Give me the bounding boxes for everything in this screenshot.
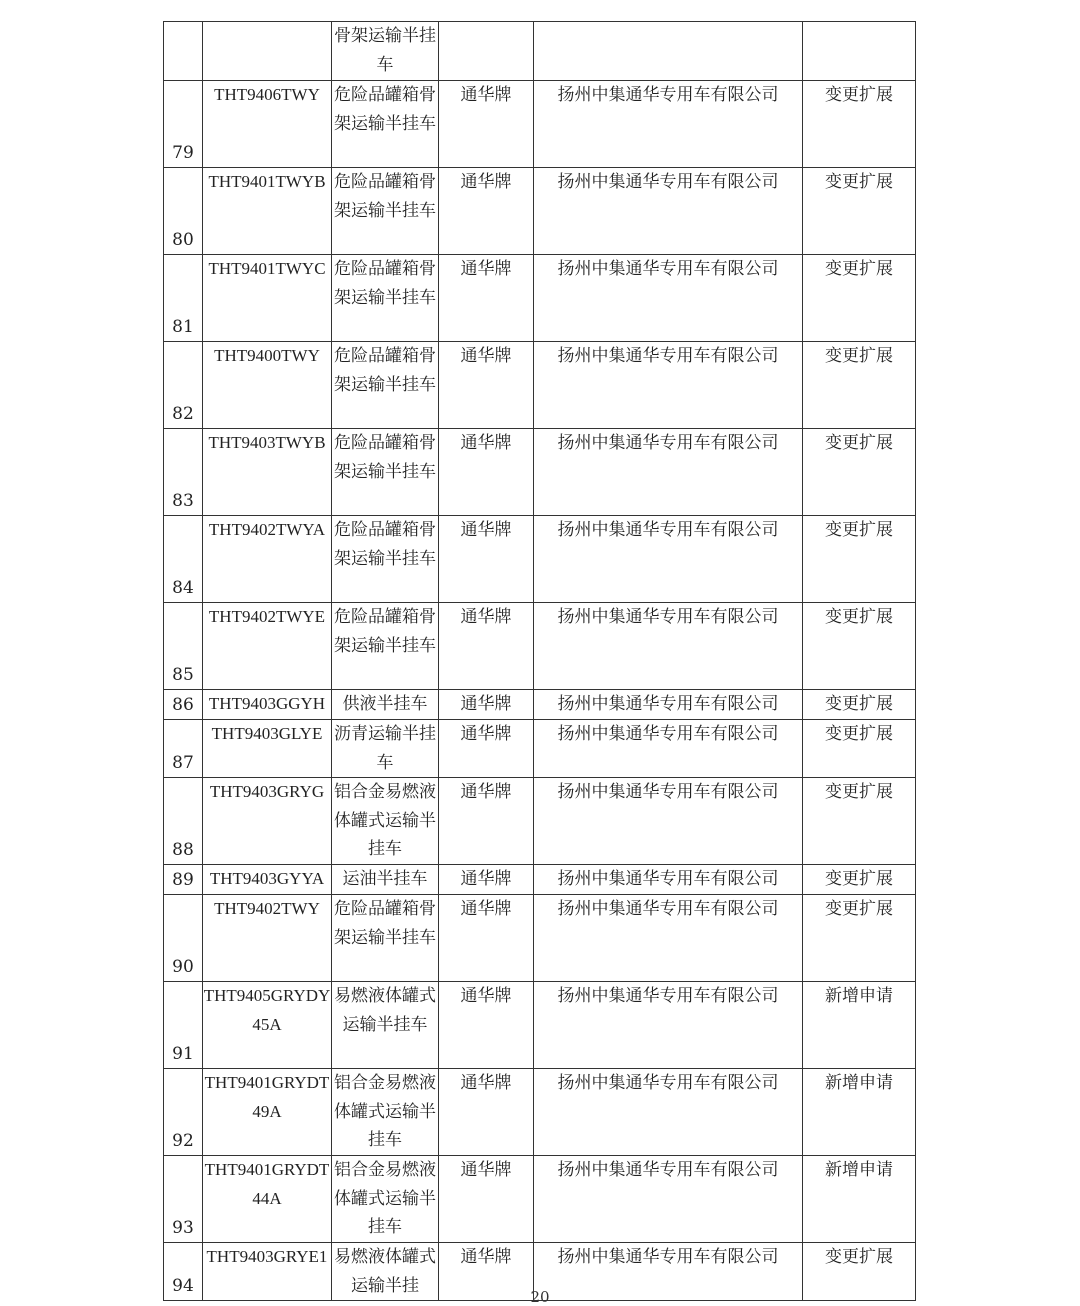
row-number-cell: 79 — [164, 81, 203, 168]
product-name-cell: 铝合金易燃液体罐式运输半挂车 — [332, 1156, 439, 1243]
company-cell: 扬州中集通华专用车有限公司 — [534, 168, 803, 255]
brand-cell: 通华牌 — [439, 516, 534, 603]
product-name-cell: 危险品罐箱骨架运输半挂车 — [332, 895, 439, 982]
model-cell: THT9403GLYE — [203, 720, 332, 778]
model-cell: THT9402TWY — [203, 895, 332, 982]
brand-cell: 通华牌 — [439, 168, 534, 255]
row-number-cell: 84 — [164, 516, 203, 603]
model-cell: THT9401TWYB — [203, 168, 332, 255]
row-number-cell: 87 — [164, 720, 203, 778]
product-name-cell: 铝合金易燃液体罐式运输半挂车 — [332, 778, 439, 865]
model-cell: THT9401GRYDT44A — [203, 1156, 332, 1243]
model-cell: THT9402TWYE — [203, 603, 332, 690]
company-cell: 扬州中集通华专用车有限公司 — [534, 603, 803, 690]
row-number-cell: 82 — [164, 342, 203, 429]
table-row — [164, 778, 916, 865]
application-type-cell: 变更扩展 — [803, 429, 916, 516]
brand-cell: 通华牌 — [439, 778, 534, 865]
application-type-cell: 变更扩展 — [803, 865, 916, 895]
company-cell: 扬州中集通华专用车有限公司 — [534, 429, 803, 516]
brand-cell: 通华牌 — [439, 1069, 534, 1156]
product-name-cell: 危险品罐箱骨架运输半挂车 — [332, 342, 439, 429]
application-type-cell: 变更扩展 — [803, 690, 916, 720]
row-number-cell: 89 — [164, 865, 203, 895]
company-cell: 扬州中集通华专用车有限公司 — [534, 1156, 803, 1243]
table-body — [164, 22, 916, 1301]
row-number-cell: 85 — [164, 603, 203, 690]
application-type-cell: 新增申请 — [803, 982, 916, 1069]
model-cell: THT9403GRYG — [203, 778, 332, 865]
brand-cell: 通华牌 — [439, 81, 534, 168]
brand-cell: 通华牌 — [439, 255, 534, 342]
row-number-cell: 94 — [164, 1243, 203, 1301]
table-row — [164, 1069, 916, 1156]
application-type-cell: 新增申请 — [803, 1156, 916, 1243]
brand-cell: 通华牌 — [439, 342, 534, 429]
product-name-cell: 运油半挂车 — [332, 865, 439, 895]
product-name-cell: 骨架运输半挂车 — [332, 22, 439, 81]
table-row — [164, 603, 916, 690]
application-type-cell: 变更扩展 — [803, 81, 916, 168]
model-cell: THT9403GRYE1 — [203, 1243, 332, 1301]
table-row — [164, 1156, 916, 1243]
model-cell: THT9401TWYC — [203, 255, 332, 342]
model-cell: THT9405GRYDY45A — [203, 982, 332, 1069]
model-cell: THT9403GGYH — [203, 690, 332, 720]
model-cell — [203, 22, 332, 81]
company-cell: 扬州中集通华专用车有限公司 — [534, 81, 803, 168]
company-cell: 扬州中集通华专用车有限公司 — [534, 342, 803, 429]
company-cell: 扬州中集通华专用车有限公司 — [534, 516, 803, 603]
company-cell: 扬州中集通华专用车有限公司 — [534, 982, 803, 1069]
model-cell: THT9401GRYDT49A — [203, 1069, 332, 1156]
application-type-cell: 变更扩展 — [803, 603, 916, 690]
application-type-cell: 变更扩展 — [803, 895, 916, 982]
table-row — [164, 895, 916, 982]
company-cell: 扬州中集通华专用车有限公司 — [534, 1243, 803, 1301]
product-name-cell: 危险品罐箱骨架运输半挂车 — [332, 255, 439, 342]
product-name-cell: 危险品罐箱骨架运输半挂车 — [332, 516, 439, 603]
table-row — [164, 81, 916, 168]
brand-cell: 通华牌 — [439, 865, 534, 895]
brand-cell — [439, 22, 534, 81]
company-cell: 扬州中集通华专用车有限公司 — [534, 778, 803, 865]
application-type-cell: 变更扩展 — [803, 168, 916, 255]
model-cell: THT9403TWYB — [203, 429, 332, 516]
brand-cell: 通华牌 — [439, 1156, 534, 1243]
page-number: 20 — [530, 1288, 550, 1306]
application-type-cell: 变更扩展 — [803, 255, 916, 342]
row-number-cell: 92 — [164, 1069, 203, 1156]
table-row — [164, 982, 916, 1069]
table-row — [164, 865, 916, 895]
product-name-cell: 沥青运输半挂车 — [332, 720, 439, 778]
brand-cell: 通华牌 — [439, 603, 534, 690]
model-cell: THT9400TWY — [203, 342, 332, 429]
brand-cell: 通华牌 — [439, 982, 534, 1069]
product-name-cell: 危险品罐箱骨架运输半挂车 — [332, 81, 439, 168]
vehicle-catalog-table — [163, 21, 916, 1301]
product-name-cell: 易燃液体罐式运输半挂车 — [332, 982, 439, 1069]
application-type-cell: 变更扩展 — [803, 1243, 916, 1301]
table-row — [164, 168, 916, 255]
application-type-cell: 变更扩展 — [803, 342, 916, 429]
brand-cell: 通华牌 — [439, 895, 534, 982]
row-number-cell: 83 — [164, 429, 203, 516]
product-name-cell: 危险品罐箱骨架运输半挂车 — [332, 168, 439, 255]
company-cell: 扬州中集通华专用车有限公司 — [534, 720, 803, 778]
table-row — [164, 429, 916, 516]
company-cell: 扬州中集通华专用车有限公司 — [534, 1069, 803, 1156]
company-cell: 扬州中集通华专用车有限公司 — [534, 690, 803, 720]
company-cell — [534, 22, 803, 81]
brand-cell: 通华牌 — [439, 1243, 534, 1301]
table-row — [164, 255, 916, 342]
company-cell: 扬州中集通华专用车有限公司 — [534, 895, 803, 982]
application-type-cell: 变更扩展 — [803, 778, 916, 865]
model-cell: THT9406TWY — [203, 81, 332, 168]
application-type-cell: 变更扩展 — [803, 516, 916, 603]
row-number-cell: 91 — [164, 982, 203, 1069]
model-cell: THT9402TWYA — [203, 516, 332, 603]
application-type-cell: 新增申请 — [803, 1069, 916, 1156]
company-cell: 扬州中集通华专用车有限公司 — [534, 255, 803, 342]
table-row — [164, 22, 916, 81]
row-number-cell: 93 — [164, 1156, 203, 1243]
brand-cell: 通华牌 — [439, 720, 534, 778]
model-cell: THT9403GYYA — [203, 865, 332, 895]
table-row — [164, 720, 916, 778]
row-number-cell: 86 — [164, 690, 203, 720]
product-name-cell: 危险品罐箱骨架运输半挂车 — [332, 603, 439, 690]
application-type-cell: 变更扩展 — [803, 720, 916, 778]
brand-cell: 通华牌 — [439, 690, 534, 720]
row-number-cell: 90 — [164, 895, 203, 982]
row-number-cell — [164, 22, 203, 81]
row-number-cell: 88 — [164, 778, 203, 865]
product-name-cell: 铝合金易燃液体罐式运输半挂车 — [332, 1069, 439, 1156]
table-row — [164, 516, 916, 603]
application-type-cell — [803, 22, 916, 81]
table-row — [164, 690, 916, 720]
brand-cell: 通华牌 — [439, 429, 534, 516]
company-cell: 扬州中集通华专用车有限公司 — [534, 865, 803, 895]
table-row — [164, 342, 916, 429]
product-name-cell: 易燃液体罐式运输半挂 — [332, 1243, 439, 1301]
row-number-cell: 80 — [164, 168, 203, 255]
product-name-cell: 危险品罐箱骨架运输半挂车 — [332, 429, 439, 516]
row-number-cell: 81 — [164, 255, 203, 342]
product-name-cell: 供液半挂车 — [332, 690, 439, 720]
